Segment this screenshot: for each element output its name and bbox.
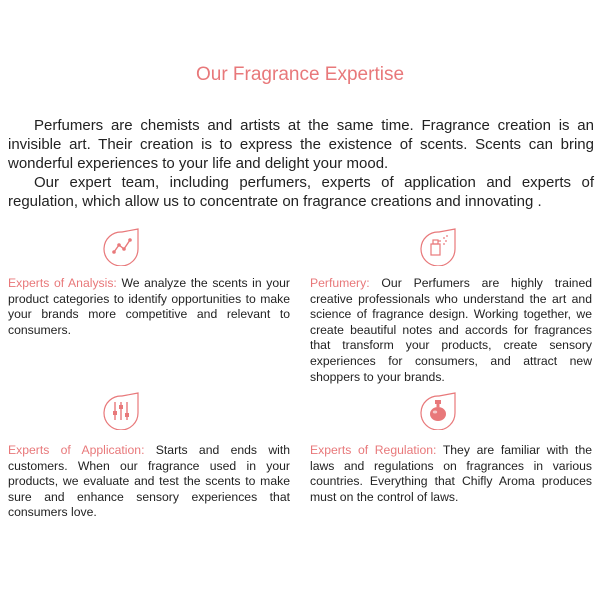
card-text: They are familiar with the laws and regulations on fragrances in various countries. Everything that Chifly Aroma produces must on the control of laws. <box>310 443 592 504</box>
sliders-icon <box>103 386 141 430</box>
analysis-chart-icon <box>103 222 141 266</box>
intro-paragraph-2: Our expert team, including perfumers, experts of application and experts of regulation, which allow us to concentrate on fragrance creations and innovating . <box>8 174 594 210</box>
card-lead: Perfumery: <box>310 276 370 290</box>
card-lead: Experts of Application: <box>8 443 145 457</box>
perfume-spray-icon <box>420 222 458 266</box>
card-experts-of-application <box>8 443 290 521</box>
intro-paragraph-1: Perfumers are chemists and artists at the same time. Fragrance creation is an invisible art. Their creation is to express the existence of scents. Scents can bring wonderful experiences to your life and delight your mood. <box>8 117 594 172</box>
card-text: Our Perfumers are highly trained creative professionals who understand the art and science of fragrance design. Working together, we create beautiful notes and accords for fragrances that transform your products, create sensory experiences for consumers, and attract new shoppers to your brands. <box>310 276 592 384</box>
card-text: We analyze the scents in your product categories to identify opportunities to make your brands more competitive and relevant to consumers. <box>8 276 290 337</box>
card-experts-of-regulation <box>310 443 592 505</box>
card-lead: Experts of Regulation: <box>310 443 437 457</box>
perfume-bottle-icon <box>420 386 458 430</box>
card-experts-of-analysis <box>8 276 290 338</box>
intro-text <box>8 116 594 211</box>
card-lead: Experts of Analysis: <box>8 276 117 290</box>
card-perfumery <box>310 276 592 385</box>
page-title: Our Fragrance Expertise <box>195 64 405 85</box>
card-text: Starts and ends with customers. When our fragrance used in your products, we evaluate and test the scents to make sure and enhance sensory experiences that consumers love. <box>8 443 291 520</box>
